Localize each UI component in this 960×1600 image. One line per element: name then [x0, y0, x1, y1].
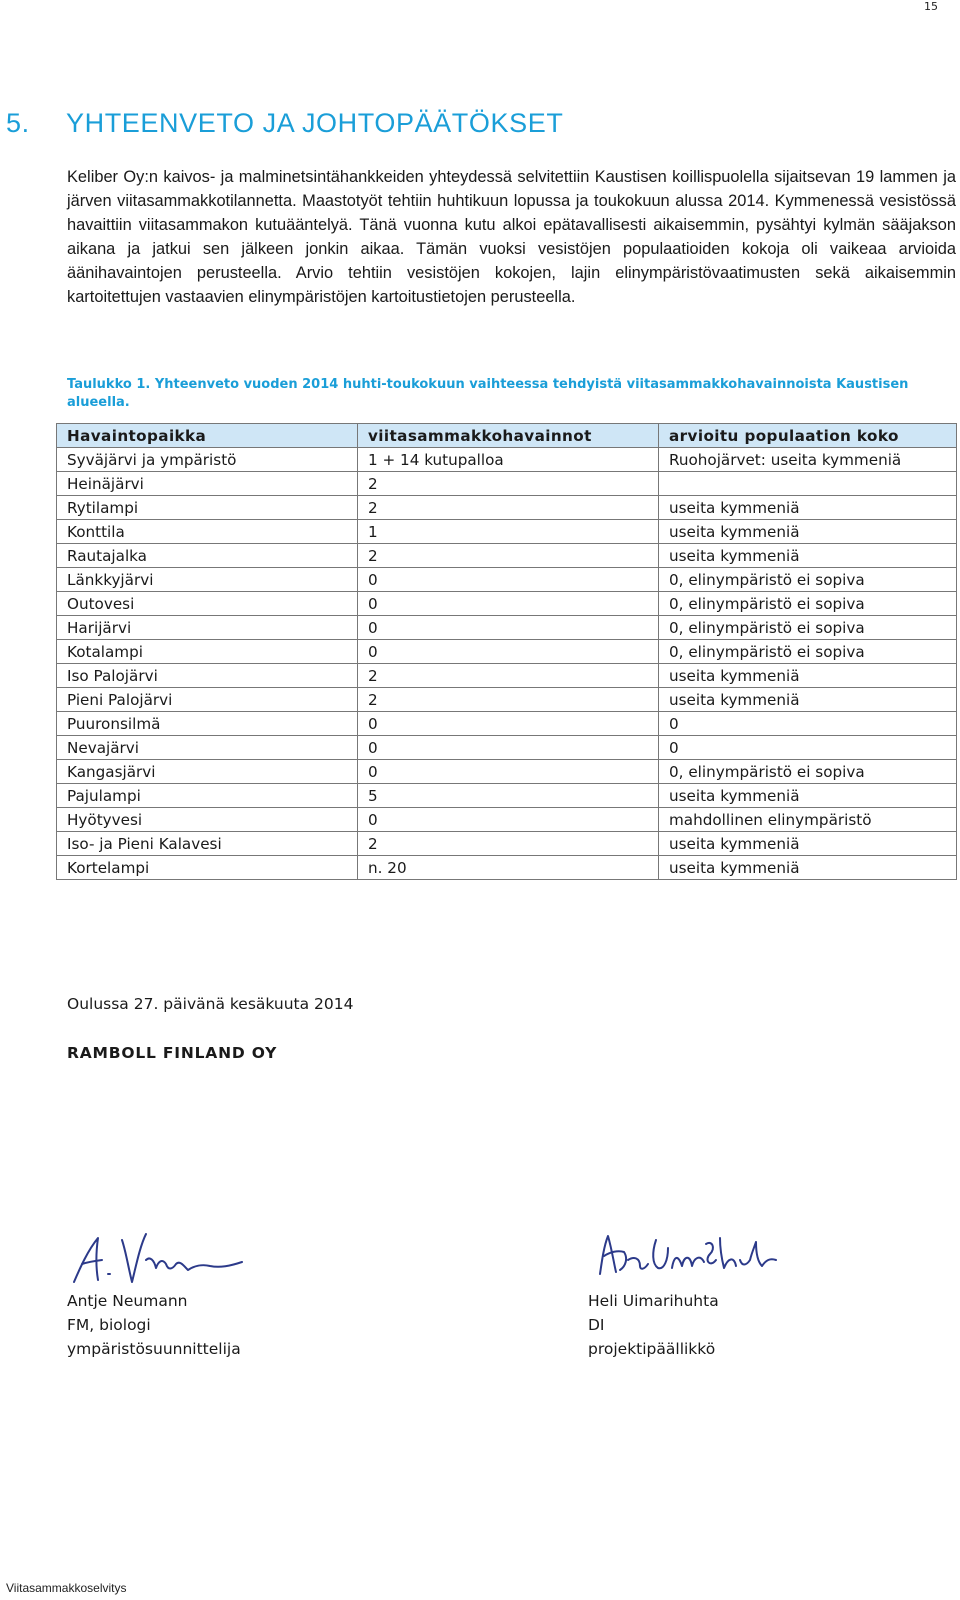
- table-cell: 1: [358, 520, 659, 544]
- table-cell: Syväjärvi ja ympäristö: [57, 448, 358, 472]
- place-and-date: Oulussa 27. päivänä kesäkuuta 2014: [67, 995, 354, 1013]
- table-cell: Länkkyjärvi: [57, 568, 358, 592]
- table-cell: useita kymmeniä: [659, 832, 957, 856]
- table-cell: useita kymmeniä: [659, 664, 957, 688]
- table-row: [57, 760, 957, 784]
- table-row: [57, 856, 957, 880]
- table-cell: Heinäjärvi: [57, 472, 358, 496]
- table-cell: 0: [358, 760, 659, 784]
- column-header: Havaintopaikka: [57, 424, 358, 448]
- table-cell: Rautajalka: [57, 544, 358, 568]
- table-cell: Kotalampi: [57, 640, 358, 664]
- column-header: arvioitu populaation koko: [659, 424, 957, 448]
- table-row: [57, 496, 957, 520]
- page-number: 15: [924, 0, 938, 13]
- table-cell: 2: [358, 688, 659, 712]
- table-cell: useita kymmeniä: [659, 856, 957, 880]
- table-cell: 0: [358, 640, 659, 664]
- table-cell: Hyötyvesi: [57, 808, 358, 832]
- handwritten-signature-icon: [70, 1230, 250, 1292]
- table-cell: Pieni Palojärvi: [57, 688, 358, 712]
- column-header: viitasammakkohavainnot: [358, 424, 659, 448]
- table-cell: 2: [358, 544, 659, 568]
- signer-role: ympäristösuunnittelija: [67, 1340, 241, 1358]
- table-cell: Outovesi: [57, 592, 358, 616]
- table-cell: Pajulampi: [57, 784, 358, 808]
- table-cell: useita kymmeniä: [659, 496, 957, 520]
- table-row: [57, 568, 957, 592]
- table-cell: Harijärvi: [57, 616, 358, 640]
- table-cell: 0: [358, 808, 659, 832]
- table-cell: 0: [358, 736, 659, 760]
- table-cell: 0: [358, 616, 659, 640]
- table-row: [57, 688, 957, 712]
- handwritten-signature-icon: [594, 1230, 784, 1280]
- table-cell: 0, elinympäristö ei sopiva: [659, 760, 957, 784]
- table-caption: Taulukko 1. Yhteenveto vuoden 2014 huhti-toukokuun vaihteessa tehdyistä viitasammakkohavainnoista Kaustisen alueella.: [67, 377, 909, 410]
- table-cell: 5: [358, 784, 659, 808]
- section-number: 5.: [6, 108, 30, 138]
- table-cell: Puuronsilmä: [57, 712, 358, 736]
- table-header-row: [57, 424, 957, 448]
- table-cell: 0, elinympäristö ei sopiva: [659, 592, 957, 616]
- footer-text: Viitasammakkoselvitys: [6, 1581, 127, 1595]
- table-cell: 0, elinympäristö ei sopiva: [659, 616, 957, 640]
- table-cell: useita kymmeniä: [659, 544, 957, 568]
- table-cell: mahdollinen elinympäristö: [659, 808, 957, 832]
- table-row: [57, 616, 957, 640]
- signer-block-right: [588, 1289, 719, 1361]
- signer-degree: FM, biologi: [67, 1316, 151, 1334]
- signer-degree: DI: [588, 1316, 605, 1334]
- summary-paragraph: Keliber Oy:n kaivos- ja malminetsintähankkeiden yhteydessä selvitettiin Kaustisen koillispuolella sijaitsevan 19 lammen ja järven viitasammakkotilannetta. Maastotyöt tehtiin huhtikuun lopussa ja toukokuun alussa 2014. Kymmenessä vesistössä havaittiin viitasammakon kutuääntelyä. Tänä vuonna kutu alkoi epätavallisesti aikaisemmin, pysähtyi kylmän sääjakson aikana ja jatkui sen jälkeen jonkin aikaa. Tämän vuoksi vesistöjen populaatioiden kokoja oli vaikeaa arvioida äänihavaintojen perusteella. Arvio tehtiin vesistöjen kokojen, lajin elinympäristövaatimusten sekä aikaisemmin kartoitettujen vastaavien elinympäristöjen kartoitustietojen perusteella.: [67, 168, 956, 306]
- table-cell: 2: [358, 496, 659, 520]
- table-row: [57, 832, 957, 856]
- table-cell: useita kymmeniä: [659, 688, 957, 712]
- table-cell: Rytilampi: [57, 496, 358, 520]
- table-cell: Nevajärvi: [57, 736, 358, 760]
- table-row: [57, 664, 957, 688]
- table-cell: 1 + 14 kutupalloa: [358, 448, 659, 472]
- table-cell: 0: [358, 568, 659, 592]
- table-row: [57, 736, 957, 760]
- signer-block-left: [67, 1289, 241, 1361]
- table-cell: n. 20: [358, 856, 659, 880]
- table-cell: Konttila: [57, 520, 358, 544]
- company-name: RAMBOLL FINLAND OY: [67, 1044, 278, 1062]
- table-cell: Kortelampi: [57, 856, 358, 880]
- table-row: [57, 448, 957, 472]
- observations-table: [56, 423, 957, 880]
- table-row: [57, 640, 957, 664]
- table-row: [57, 520, 957, 544]
- signer-name: Antje Neumann: [67, 1292, 188, 1310]
- table-cell: 2: [358, 832, 659, 856]
- table-cell: useita kymmeniä: [659, 784, 957, 808]
- table-cell: Iso Palojärvi: [57, 664, 358, 688]
- table-cell: 2: [358, 664, 659, 688]
- table-cell: useita kymmeniä: [659, 520, 957, 544]
- table-row: [57, 784, 957, 808]
- table-cell: Kangasjärvi: [57, 760, 358, 784]
- table-cell: 0: [659, 736, 957, 760]
- table-cell: Iso- ja Pieni Kalavesi: [57, 832, 358, 856]
- table-cell: Ruohojärvet: useita kymmeniä: [659, 448, 957, 472]
- table-cell: 0, elinympäristö ei sopiva: [659, 568, 957, 592]
- table-cell: 0: [659, 712, 957, 736]
- table-cell: 2: [358, 472, 659, 496]
- table-row: [57, 712, 957, 736]
- table-cell: 0: [358, 712, 659, 736]
- table-row: [57, 808, 957, 832]
- table-cell: 0, elinympäristö ei sopiva: [659, 640, 957, 664]
- table-row: [57, 592, 957, 616]
- table-row: [57, 544, 957, 568]
- signer-role: projektipäällikkö: [588, 1340, 716, 1358]
- table-cell: [659, 472, 957, 496]
- signer-name: Heli Uimarihuhta: [588, 1292, 719, 1310]
- table-cell: 0: [358, 592, 659, 616]
- section-title: YHTEENVETO JA JOHTOPÄÄTÖKSET: [66, 108, 564, 138]
- section-heading: [6, 108, 563, 139]
- table-row: [57, 472, 957, 496]
